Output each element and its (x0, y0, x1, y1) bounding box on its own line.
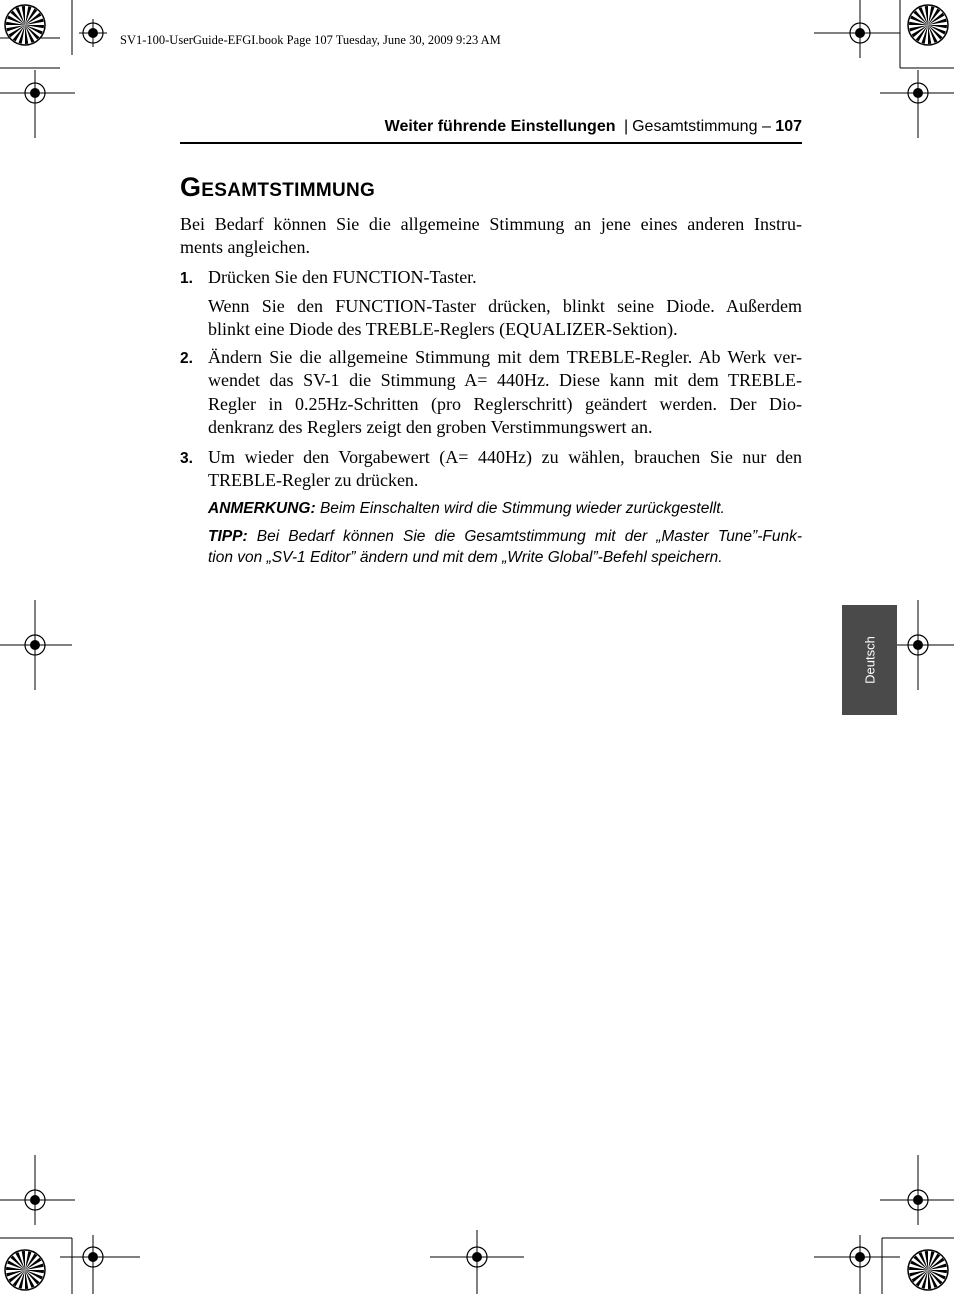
running-head (180, 118, 802, 136)
registration-mark-icon (79, 1243, 107, 1271)
step-number: 2. (180, 350, 193, 367)
registration-mark-icon (21, 1186, 49, 1214)
step-line: TREBLE-Regler zu drücken. (208, 470, 419, 491)
step-line: Drücken Sie den FUNCTION-Taster. (208, 267, 477, 287)
language-thumb-tab (842, 605, 897, 715)
intro-paragraph (180, 213, 802, 260)
registration-mark-icon (21, 79, 49, 107)
color-bar-icon (908, 1250, 948, 1290)
step-line: Um wieder den Vorgabewert (A= 440Hz) zu wählen, brauchen Sie nur den (208, 447, 802, 467)
tip-text: Bei Bedarf können Sie die Gesamtstimmung mit der „Master Tune”-Funk- (256, 528, 802, 545)
intro-line: ments angleichen. (180, 237, 310, 258)
color-bar-icon (908, 5, 948, 45)
running-head-dash: – (761, 118, 771, 135)
header-rule (180, 142, 802, 144)
step-detail (208, 295, 802, 342)
registration-mark-icon (904, 631, 932, 659)
registration-mark-icon (846, 1243, 874, 1271)
registration-mark-icon (79, 19, 107, 47)
registration-mark-icon (904, 1186, 932, 1214)
running-head-section: Gesamtstimmung (632, 118, 758, 135)
step-line: Ändern Sie die allgemeine Stimmung mit dem TREBLE-Regler. Ab Werk ver- (208, 347, 802, 367)
registration-mark-icon (904, 79, 932, 107)
book-info-slug: SV1-100-UserGuide-EFGI.book Page 107 Tuesday, June 30, 2009 9:23 AM (120, 33, 501, 47)
running-head-chapter: Weiter führende Einstellungen (384, 118, 616, 135)
registration-mark-icon (463, 1243, 491, 1271)
intro-line: Bei Bedarf können Sie die allgemeine Stimmung an jene eines anderen Instru- (180, 214, 802, 234)
running-head-separator: | (623, 118, 629, 135)
step-line: denkranz des Reglers zeigt den groben Verstimmungswert an. (208, 416, 653, 437)
step-body (208, 346, 802, 439)
page-number: 107 (775, 118, 802, 135)
note-text: Beim Einschalten wird die Stimmung wieder zurückgestellt. (319, 500, 725, 517)
step-number: 1. (180, 270, 193, 287)
tip-line (208, 526, 802, 547)
registration-mark-icon (21, 631, 49, 659)
step-detail-line: Wenn Sie den FUNCTION-Taster drücken, blinkt seine Diode. Außerdem (208, 296, 802, 316)
page-title: Gesamtstimmung (180, 172, 376, 202)
tip (208, 526, 802, 568)
step-number: 3. (180, 450, 193, 467)
step-detail-line: blinkt eine Diode des TREBLE-Reglers (EQUALIZER-Sektion). (208, 319, 678, 340)
step-body (208, 446, 802, 493)
registration-mark-icon (846, 19, 874, 47)
step-body (208, 266, 802, 289)
step-line: wendet das SV-1 die Stimmung A= 440Hz. Diese kann mit dem TREBLE- (208, 370, 802, 391)
color-bar-icon (5, 5, 45, 45)
note (208, 498, 802, 519)
color-bar-icon (5, 1250, 45, 1290)
tip-line: tion von „SV-1 Editor” ändern und mit dem „Write Global”-Befehl speichern. (208, 549, 723, 566)
thumb-tab-label: Deutsch (862, 636, 877, 684)
tip-label: TIPP: (208, 528, 248, 545)
note-label: ANMERKUNG: (208, 500, 316, 517)
step-line: Regler in 0.25Hz-Schritten (pro Reglerschritt) geändert werden. Der Dio- (208, 393, 802, 414)
